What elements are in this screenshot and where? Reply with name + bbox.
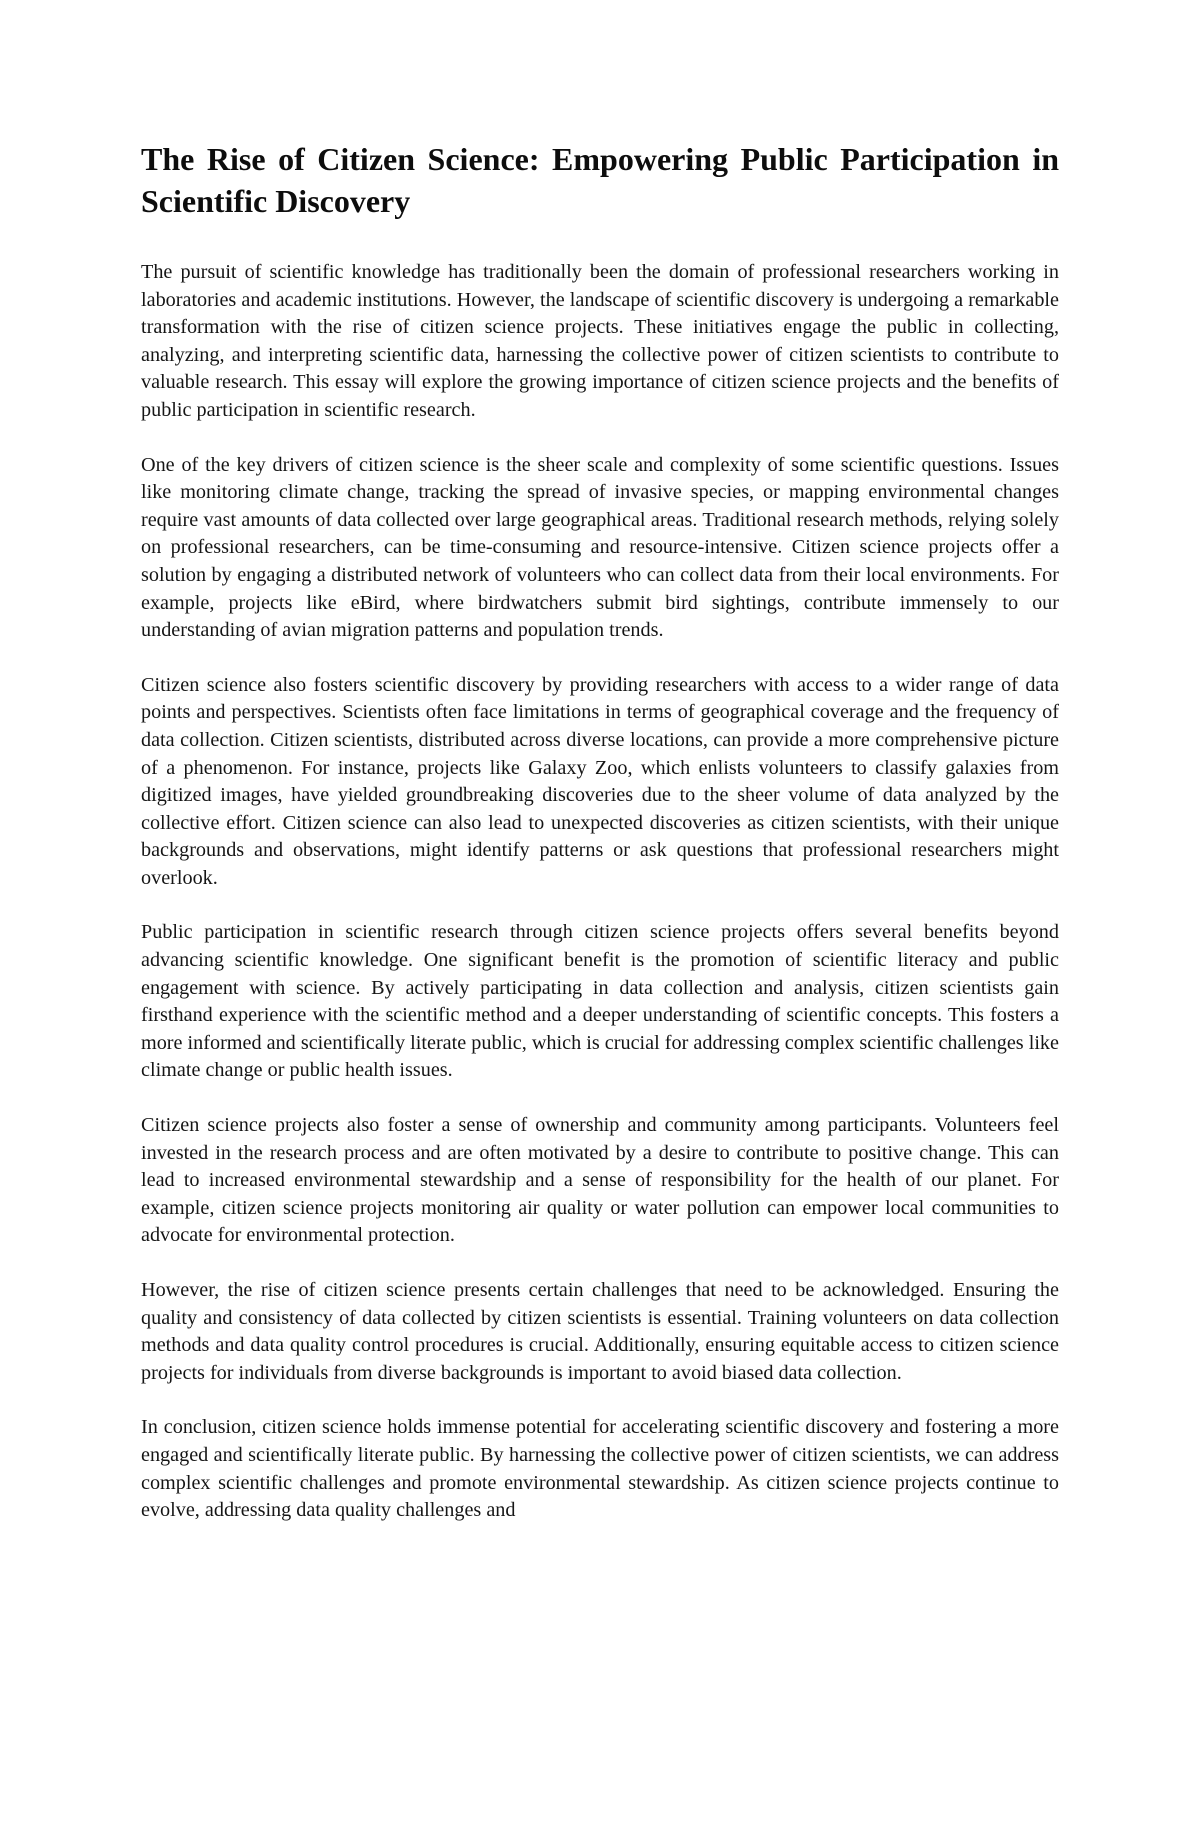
paragraph: However, the rise of citizen science presents certain challenges that need to be acknowledged. Ensuring the quality and consistency of data collected by citizen scientists is essential. Training volunteers on data collection methods and data quality control procedures is crucial. Additionally, ensuring equitable access to citizen science projects for individuals from diverse backgrounds is important to avoid biased data collection. [141, 1279, 1059, 1384]
paragraph: Citizen science projects also foster a sense of ownership and community among participants. Volunteers feel invested in the research process and are often motivated by a desire to contribute to positive change. This can lead to increased environmental stewardship and a sense of responsibility for the health of our planet. For example, citizen science projects monitoring air quality or water pollution can empower local communities to advocate for environmental protection. [141, 1114, 1059, 1247]
document-title: The Rise of Citizen Science: Empowering Public Participation in Scientific Discovery [141, 141, 1059, 219]
paragraph: Public participation in scientific research through citizen science projects offers several benefits beyond advancing scientific knowledge. One significant benefit is the promotion of scientific literacy and public engagement with science. By actively participating in data collection and analysis, citizen scientists gain firsthand experience with the scientific method and a deeper understanding of scientific concepts. This fosters a more informed and scientifically literate public, which is crucial for addressing complex scientific challenges like climate change or public health issues. [141, 921, 1059, 1082]
paragraph: The pursuit of scientific knowledge has traditionally been the domain of professional researchers working in laboratories and academic institutions. However, the landscape of scientific discovery is undergoing a remarkable transformation with the rise of citizen science projects. These initiatives engage the public in collecting, analyzing, and interpreting scientific data, harnessing the collective power of citizen scientists to contribute to valuable research. This essay will explore the growing importance of citizen science projects and the benefits of public participation in scientific research. [141, 261, 1059, 421]
paragraph: One of the key drivers of citizen science is the sheer scale and complexity of some scientific questions. Issues like monitoring climate change, tracking the spread of invasive species, or mapping environmental changes require vast amounts of data collected over large geographical areas. Traditional research methods, relying solely on professional researchers, can be time-consuming and resource-intensive. Citizen science projects offer a solution by engaging a distributed network of volunteers who can collect data from their local environments. For example, projects like eBird, where birdwatchers submit bird sightings, contribute immensely to our understanding of avian migration patterns and population trends. [141, 453, 1059, 642]
paragraph: Citizen science also fosters scientific discovery by providing researchers with access to a wider range of data points and perspectives. Scientists often face limitations in terms of geographical coverage and the frequency of data collection. Citizen scientists, distributed across diverse locations, can provide a more comprehensive picture of a phenomenon. For instance, projects like Galaxy Zoo, which enlists volunteers to classify galaxies from digitized images, have yielded groundbreaking discoveries due to the sheer volume of data analyzed by the collective effort. Citizen science can also lead to unexpected discoveries as citizen scientists, with their unique backgrounds and observations, might identify patterns or ask questions that professional researchers might overlook. [141, 673, 1059, 889]
paragraph: In conclusion, citizen science holds immense potential for accelerating scientific discovery and fostering a more engaged and scientifically literate public. By harnessing the collective power of citizen scientists, we can address complex scientific challenges and promote environmental stewardship. As citizen science projects continue to evolve, addressing data quality challenges and [141, 1416, 1059, 1522]
document-body [141, 138, 1059, 1552]
